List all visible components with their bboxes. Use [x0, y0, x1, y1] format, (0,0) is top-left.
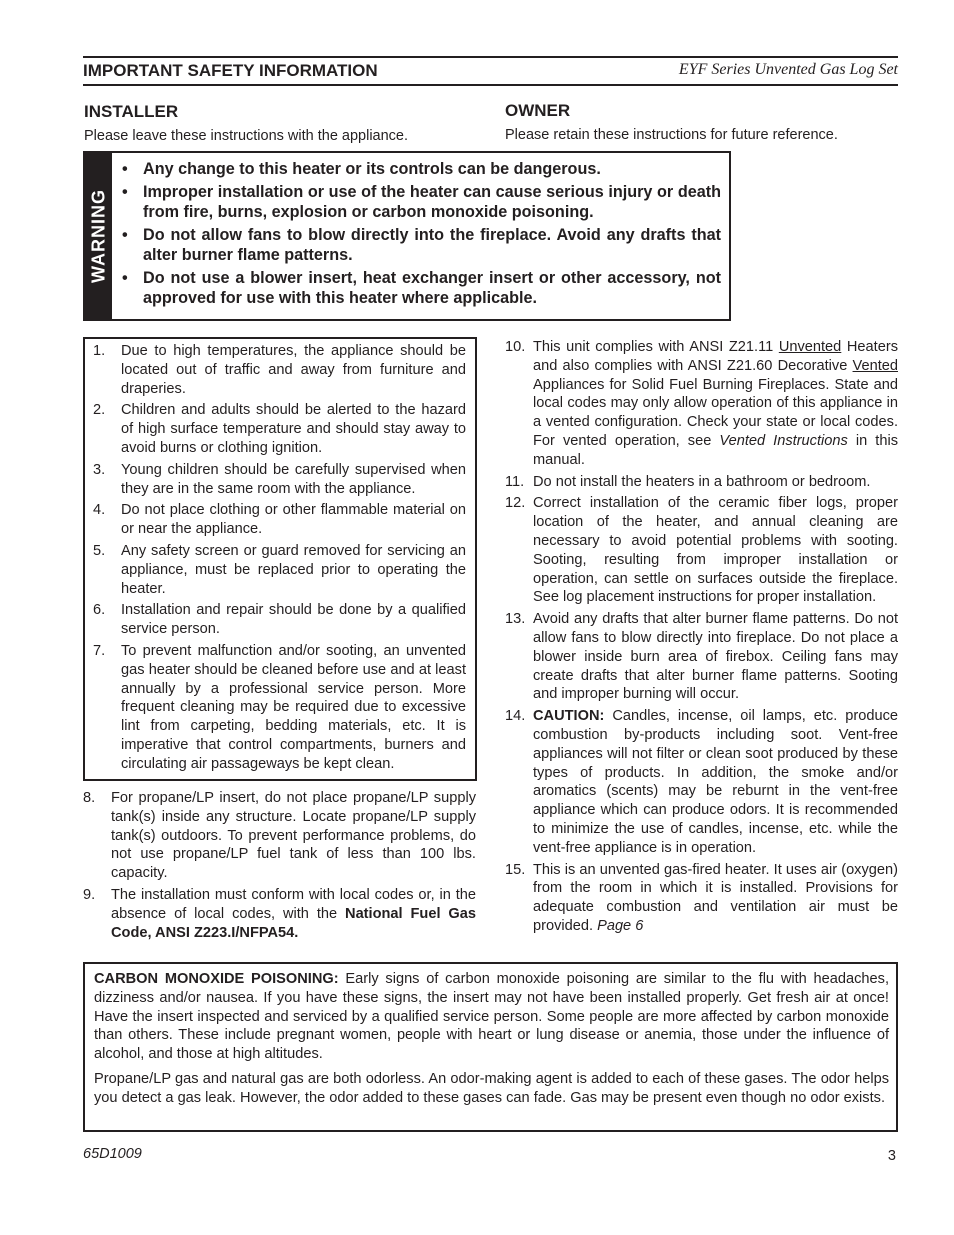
safety-list-boxed	[93, 342, 466, 777]
bullet-icon: •	[122, 160, 128, 178]
list-item: 1. Due to high temperatures, the appliance should be located out of traffic and away from furniture and draperies.	[93, 343, 466, 397]
warning-list	[119, 159, 721, 311]
page-title: IMPORTANT SAFETY INFORMATION	[83, 61, 378, 80]
list-item: 9. The installation must conform with local codes or, in the absence of local codes, with the National Fuel Gas Code, ANSI Z223.I/NFPA54.	[83, 886, 476, 941]
owner-text: Please retain these instructions for future reference.	[505, 127, 838, 143]
header-top-rule	[83, 56, 898, 58]
warning-box	[83, 151, 731, 321]
bullet-icon: •	[122, 226, 128, 244]
list-item: 12. Correct installation of the ceramic fiber logs, proper location of the heater, and annual cleaning are necessary to avoid potential problems with sooting. Sooting, resulting from improper installation or operation, can settle on surfaces outside the fireplace. See log placement instructions for proper installation.	[505, 495, 898, 606]
odor-paragraph: Propane/LP gas and natural gas are both odorless. An odor-making agent is added to each of these gases. The odor helps you detect a gas leak. However, the odor added to these gases can fade. Gas may be present even though no odor exists.	[94, 1071, 889, 1106]
warning-label-bar	[85, 153, 112, 319]
safety-list-right	[505, 338, 898, 939]
installer-text: Please leave these instructions with the appliance.	[84, 128, 409, 144]
list-item: 5. Any safety screen or guard removed for servicing an appliance, must be replaced prior to operating the heater.	[93, 542, 466, 597]
bullet-icon: •	[122, 269, 128, 287]
list-item: 10. This unit complies with ANSI Z21.11 Unvented Heaters and also complies with ANSI Z21.60 Decorative Vented Appliances for Solid Fuel Burning Fireplaces. State and local codes may only allow operation of this appliance in a vented configuration. Check your state or local codes. For vented operation, see Vented Instructions in this manual.	[505, 339, 899, 468]
installer-heading: INSTALLER	[84, 102, 179, 121]
warning-item: • Improper installation or use of the heater can cause serious injury or death from fire, burns, explosion or carbon monoxide poisoning.	[122, 183, 721, 221]
document-number: 65D1009	[83, 1146, 142, 1162]
list-item: 15. This is an unvented gas-fired heater. It uses air (oxygen) from the room in which it is installed. Provisions for adequate combustion and ventilation air must be provided. Page 6	[505, 861, 898, 934]
list-item: 7. To prevent malfunction and/or sooting, an unvented gas heater should be cleaned before use and at least annually by a professional service person. More frequent cleaning may be required due to excessive lint from carpeting, bedding materials, etc. It is imperative that control compartments, burners and circulating air passageways be kept clean.	[93, 642, 466, 772]
warning-item: • Any change to this heater or its controls can be dangerous.	[122, 160, 601, 178]
list-item: 11. Do not install the heaters in a bathroom or bedroom.	[505, 473, 871, 490]
header-bottom-rule	[83, 84, 898, 86]
carbon-monoxide-label: CARBON MONOXIDE POISONING:	[94, 971, 339, 987]
list-item: 13. Avoid any drafts that alter burner flame patterns. Do not allow fans to blow directly into fireplace. Do not place a blower inside burn area of firebox. Ceiling fans may create drafts that alter burner flame patterns. Sooting and improper burning will occur.	[505, 611, 898, 703]
bullet-icon: •	[122, 183, 128, 201]
list-item: 14. CAUTION: Candles, incense, oil lamps, etc. produce combustion by-products including soot. Vent-free appliances will not filter or clean soot produced by these types of products. In addition, the smoke and/or aromatics (scents) may be reburnt in the vent-free appliance which can produce odors. It is recommended to minimize the use of candles, incense, etc. while the vent-free appliance is in operation.	[505, 708, 898, 856]
list-item: 6. Installation and repair should be done by a qualified service person.	[93, 602, 466, 638]
owner-heading: OWNER	[505, 101, 571, 120]
carbon-monoxide-paragraph: CARBON MONOXIDE POISONING: Early signs of carbon monoxide poisoning are similar to the flu with headaches, dizziness and/or nausea. If you have these signs, the insert may not have been installed properly. Get fresh air at once! Have the insert inspected and serviced by a qualified service person. Some people are more affected by carbon monoxide than others. These include pregnant women, people with heart or lung disease or anemia, those under the influence of alcohol, and those at high altitudes.	[94, 971, 890, 1063]
warning-item: • Do not allow fans to blow directly into the fireplace. Avoid any drafts that alter burner flame patterns.	[122, 226, 721, 264]
series-title: EYF Series Unvented Gas Log Set	[678, 61, 898, 78]
list-item: 2. Children and adults should be alerted to the hazard of high surface temperature and should stay away to avoid burns or clothing ignition.	[93, 402, 466, 456]
list-item: 3. Young children should be carefully supervised when they are in the same room with the appliance.	[93, 461, 466, 497]
carbon-monoxide-box	[83, 962, 898, 1132]
page-number: 3	[887, 1148, 896, 1164]
warning-item: • Do not use a blower insert, heat exchanger insert or other accessory, not approved for use with this heater where applicable.	[122, 269, 721, 307]
safety-list-left	[83, 789, 476, 945]
list-item: 8. For propane/LP insert, do not place propane/LP supply tank(s) inside any structure. Locate propane/LP supply tank(s) outdoors. To prevent performance problems, do not use propane/LP fuel tank of less than 100 lbs. capacity.	[83, 790, 476, 882]
warning-label: WARNING	[88, 189, 108, 283]
list-item: 4. Do not place clothing or other flammable material on or near the appliance.	[93, 502, 466, 538]
